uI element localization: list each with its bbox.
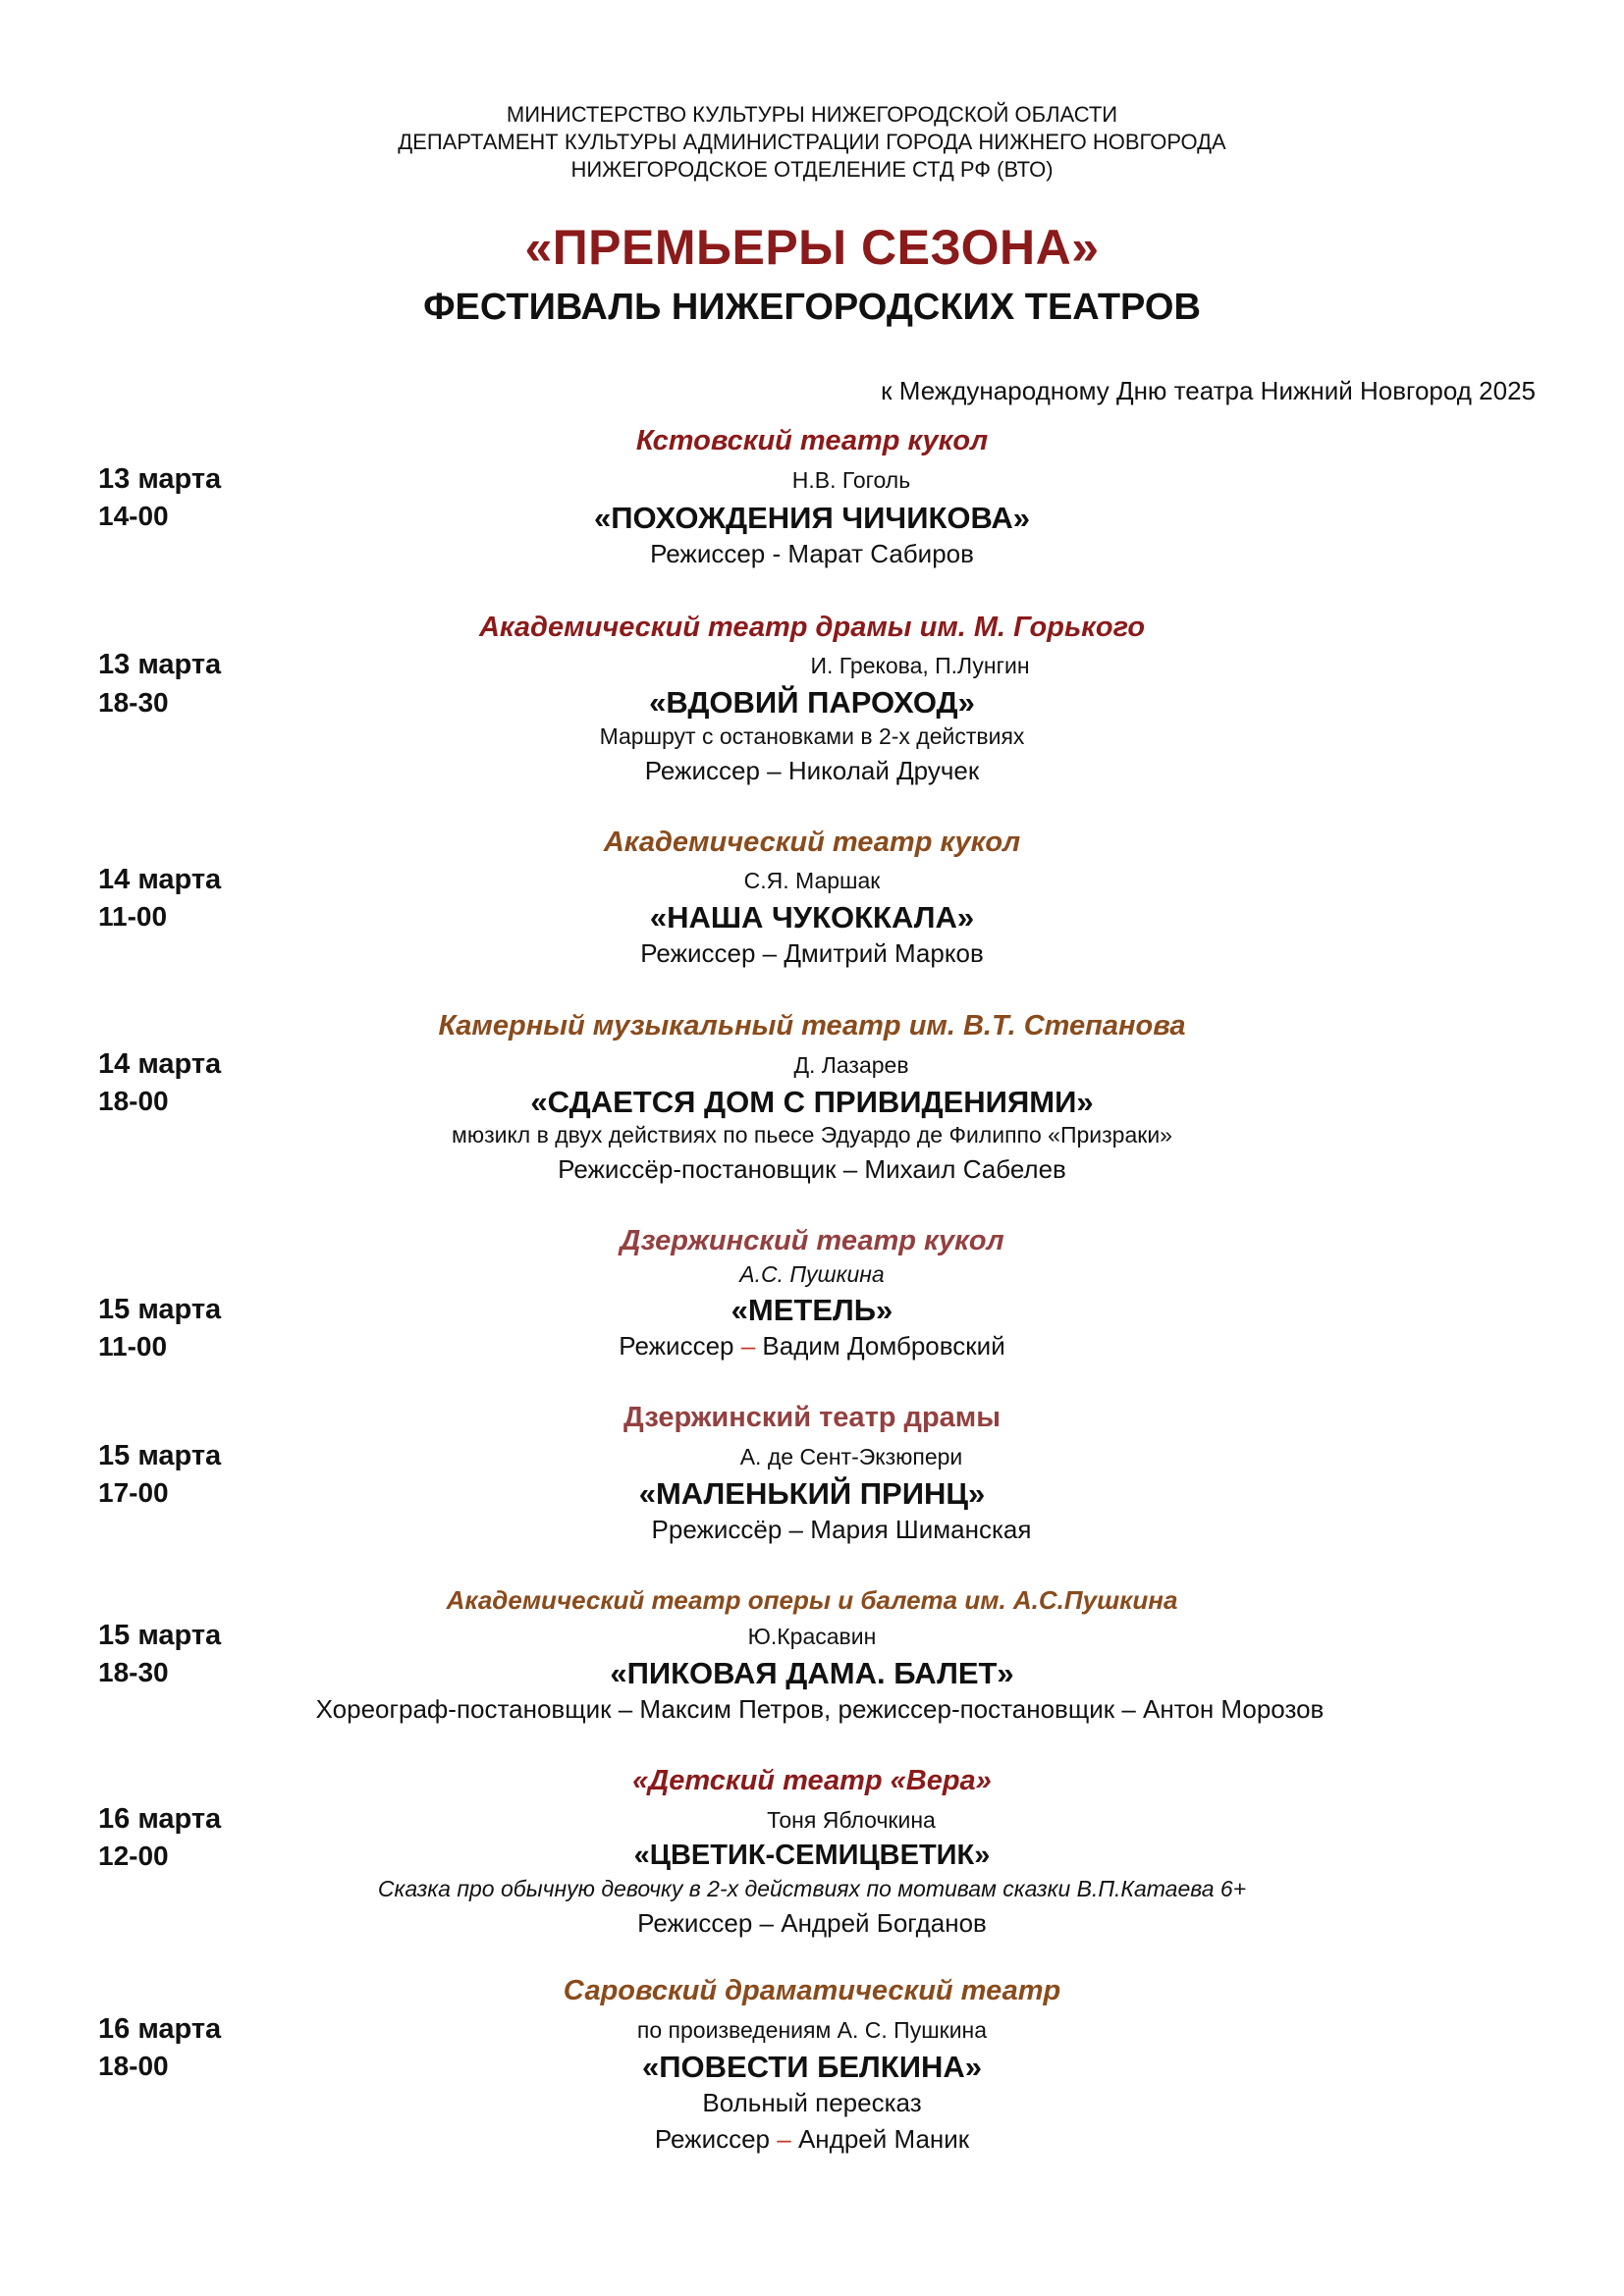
director-role: Режиссер xyxy=(619,1331,734,1361)
event-director xyxy=(0,1331,1624,1362)
event-date: 15 марта xyxy=(98,1620,222,1651)
event-date: 13 марта xyxy=(98,463,222,495)
event-author: Ю.Красавин xyxy=(747,1624,877,1649)
event-time: 17-00 xyxy=(98,1477,169,1508)
event-director: Хореограф-постановщик – Максим Петров, режиссер-постановщик – Антон Морозов xyxy=(315,1694,1325,1724)
event-author: А.С. Пушкина xyxy=(739,1261,885,1287)
event-time: 12-00 xyxy=(98,1841,169,1871)
theatre-name: «Детский театр «Вера» xyxy=(632,1765,992,1796)
event-author: Н.В. Гоголь xyxy=(791,467,911,493)
theatre-name: Академический театр кукол xyxy=(603,827,1021,858)
theatre-name: Кстовский театр кукол xyxy=(635,425,989,456)
show-title: «ПИКОВАЯ ДАМА. БАЛЕТ» xyxy=(610,1656,1014,1690)
event-date: 13 марта xyxy=(98,649,222,680)
festival-title: «ПРЕМЬЕРЫ СЕЗОНА» xyxy=(524,220,1100,275)
department-line: ДЕПАРТАМЕНТ КУЛЬТУРЫ АДМИНИСТРАЦИИ ГОРОДА НИЖНЕГО НОВГОРОДА xyxy=(398,130,1226,154)
director-dash: – xyxy=(777,2124,791,2154)
event-time: 11-00 xyxy=(98,901,168,932)
show-title: «НАША ЧУКОККАЛА» xyxy=(649,900,975,934)
event-author: по произведениям А. С. Пушкина xyxy=(636,2017,988,2043)
event-description: Маршрут с остановками в 2-х действиях xyxy=(599,723,1025,749)
theatre-name: Академический театр драмы им. М. Горького xyxy=(478,612,1146,643)
show-title: «ВДОВИЙ ПАРОХОД» xyxy=(649,685,975,720)
event-author: Д. Лазарев xyxy=(793,1052,909,1078)
event-description: Вольный пересказ xyxy=(702,2088,922,2117)
event-date: 15 марта xyxy=(98,1294,222,1325)
event-author: С.Я. Маршак xyxy=(743,868,881,893)
event-time: 18-00 xyxy=(98,2051,169,2081)
theatre-name: Академический театр оперы и балета им. А.С.Пушкина xyxy=(446,1585,1178,1615)
event-director: Ррежиссёр – Мария Шиманская xyxy=(651,1515,1032,1544)
director-dash: – xyxy=(740,1331,756,1361)
event-director: Режиссёр-постановщик – Михаил Сабелев xyxy=(558,1154,1066,1184)
theatre-name: Камерный музыкальный театр им. В.Т. Степанова xyxy=(438,1010,1186,1041)
event-date: 14 марта xyxy=(98,1048,222,1080)
event-author: Тоня Яблочкина xyxy=(767,1807,936,1833)
director-role: Режиссер xyxy=(654,2124,771,2154)
event-time: 18-00 xyxy=(98,1086,169,1116)
event-director: Режиссер – Николай Дручек xyxy=(644,756,980,785)
std-line: НИЖЕГОРОДСКОЕ ОТДЕЛЕНИЕ СТД РФ (ВТО) xyxy=(570,157,1054,182)
event-director: Режиссер - Марат Сабиров xyxy=(650,539,974,568)
event-date: 16 марта xyxy=(98,2013,222,2045)
show-title: «СДАЕТСЯ ДОМ С ПРИВИДЕНИЯМИ» xyxy=(530,1085,1094,1119)
event-time: 14-00 xyxy=(98,501,169,531)
festival-subtitle: ФЕСТИВАЛЬ НИЖЕГОРОДСКИХ ТЕАТРОВ xyxy=(423,287,1201,328)
event-author: А. де Сент-Экзюпери xyxy=(739,1444,963,1469)
show-title: «ПОХОЖДЕНИЯ ЧИЧИКОВА» xyxy=(593,501,1030,535)
show-title: «МАЛЕНЬКИЙ ПРИНЦ» xyxy=(638,1476,986,1511)
event-time: 18-30 xyxy=(98,687,169,718)
show-title: «ПОВЕСТИ БЕЛКИНА» xyxy=(641,2050,983,2084)
event-description: Сказка про обычную девочку в 2-х действиях по мотивам сказки В.П.Катаева 6+ xyxy=(377,1876,1247,1901)
event-director: Режиссер – Андрей Богданов xyxy=(637,1908,987,1938)
occasion-line: к Международному Дню театра Нижний Новгород 2025 xyxy=(881,376,1536,405)
director-person: Вадим Домбровский xyxy=(762,1331,1005,1361)
theatre-name: Дзержинский театр кукол xyxy=(620,1225,1004,1256)
event-date: 15 марта xyxy=(98,1440,222,1471)
show-title: «ЦВЕТИК-СЕМИЦВЕТИК» xyxy=(633,1840,991,1871)
event-director: Режиссер – Дмитрий Марков xyxy=(640,938,984,968)
show-title: «МЕТЕЛЬ» xyxy=(731,1293,893,1327)
event-date: 14 марта xyxy=(98,864,222,895)
theatre-name: Дзержинский театр драмы xyxy=(623,1402,1001,1433)
event-time: 18-30 xyxy=(98,1657,169,1687)
event-author: И. Грекова, П.Лунгин xyxy=(810,653,1030,678)
event-description: мюзикл в двух действиях по пьесе Эдуардо де Филиппо «Призраки» xyxy=(452,1122,1172,1148)
event-date: 16 марта xyxy=(98,1803,222,1835)
ministry-line: МИНИСТЕРСТВО КУЛЬТУРЫ НИЖЕГОРОДСКОЙ ОБЛАСТИ xyxy=(506,102,1118,127)
director-person: Андрей Маник xyxy=(797,2124,970,2154)
event-time: 11-00 xyxy=(98,1331,168,1362)
theatre-name: Саровский драматический театр xyxy=(563,1975,1061,2006)
event-director xyxy=(0,2126,1624,2152)
